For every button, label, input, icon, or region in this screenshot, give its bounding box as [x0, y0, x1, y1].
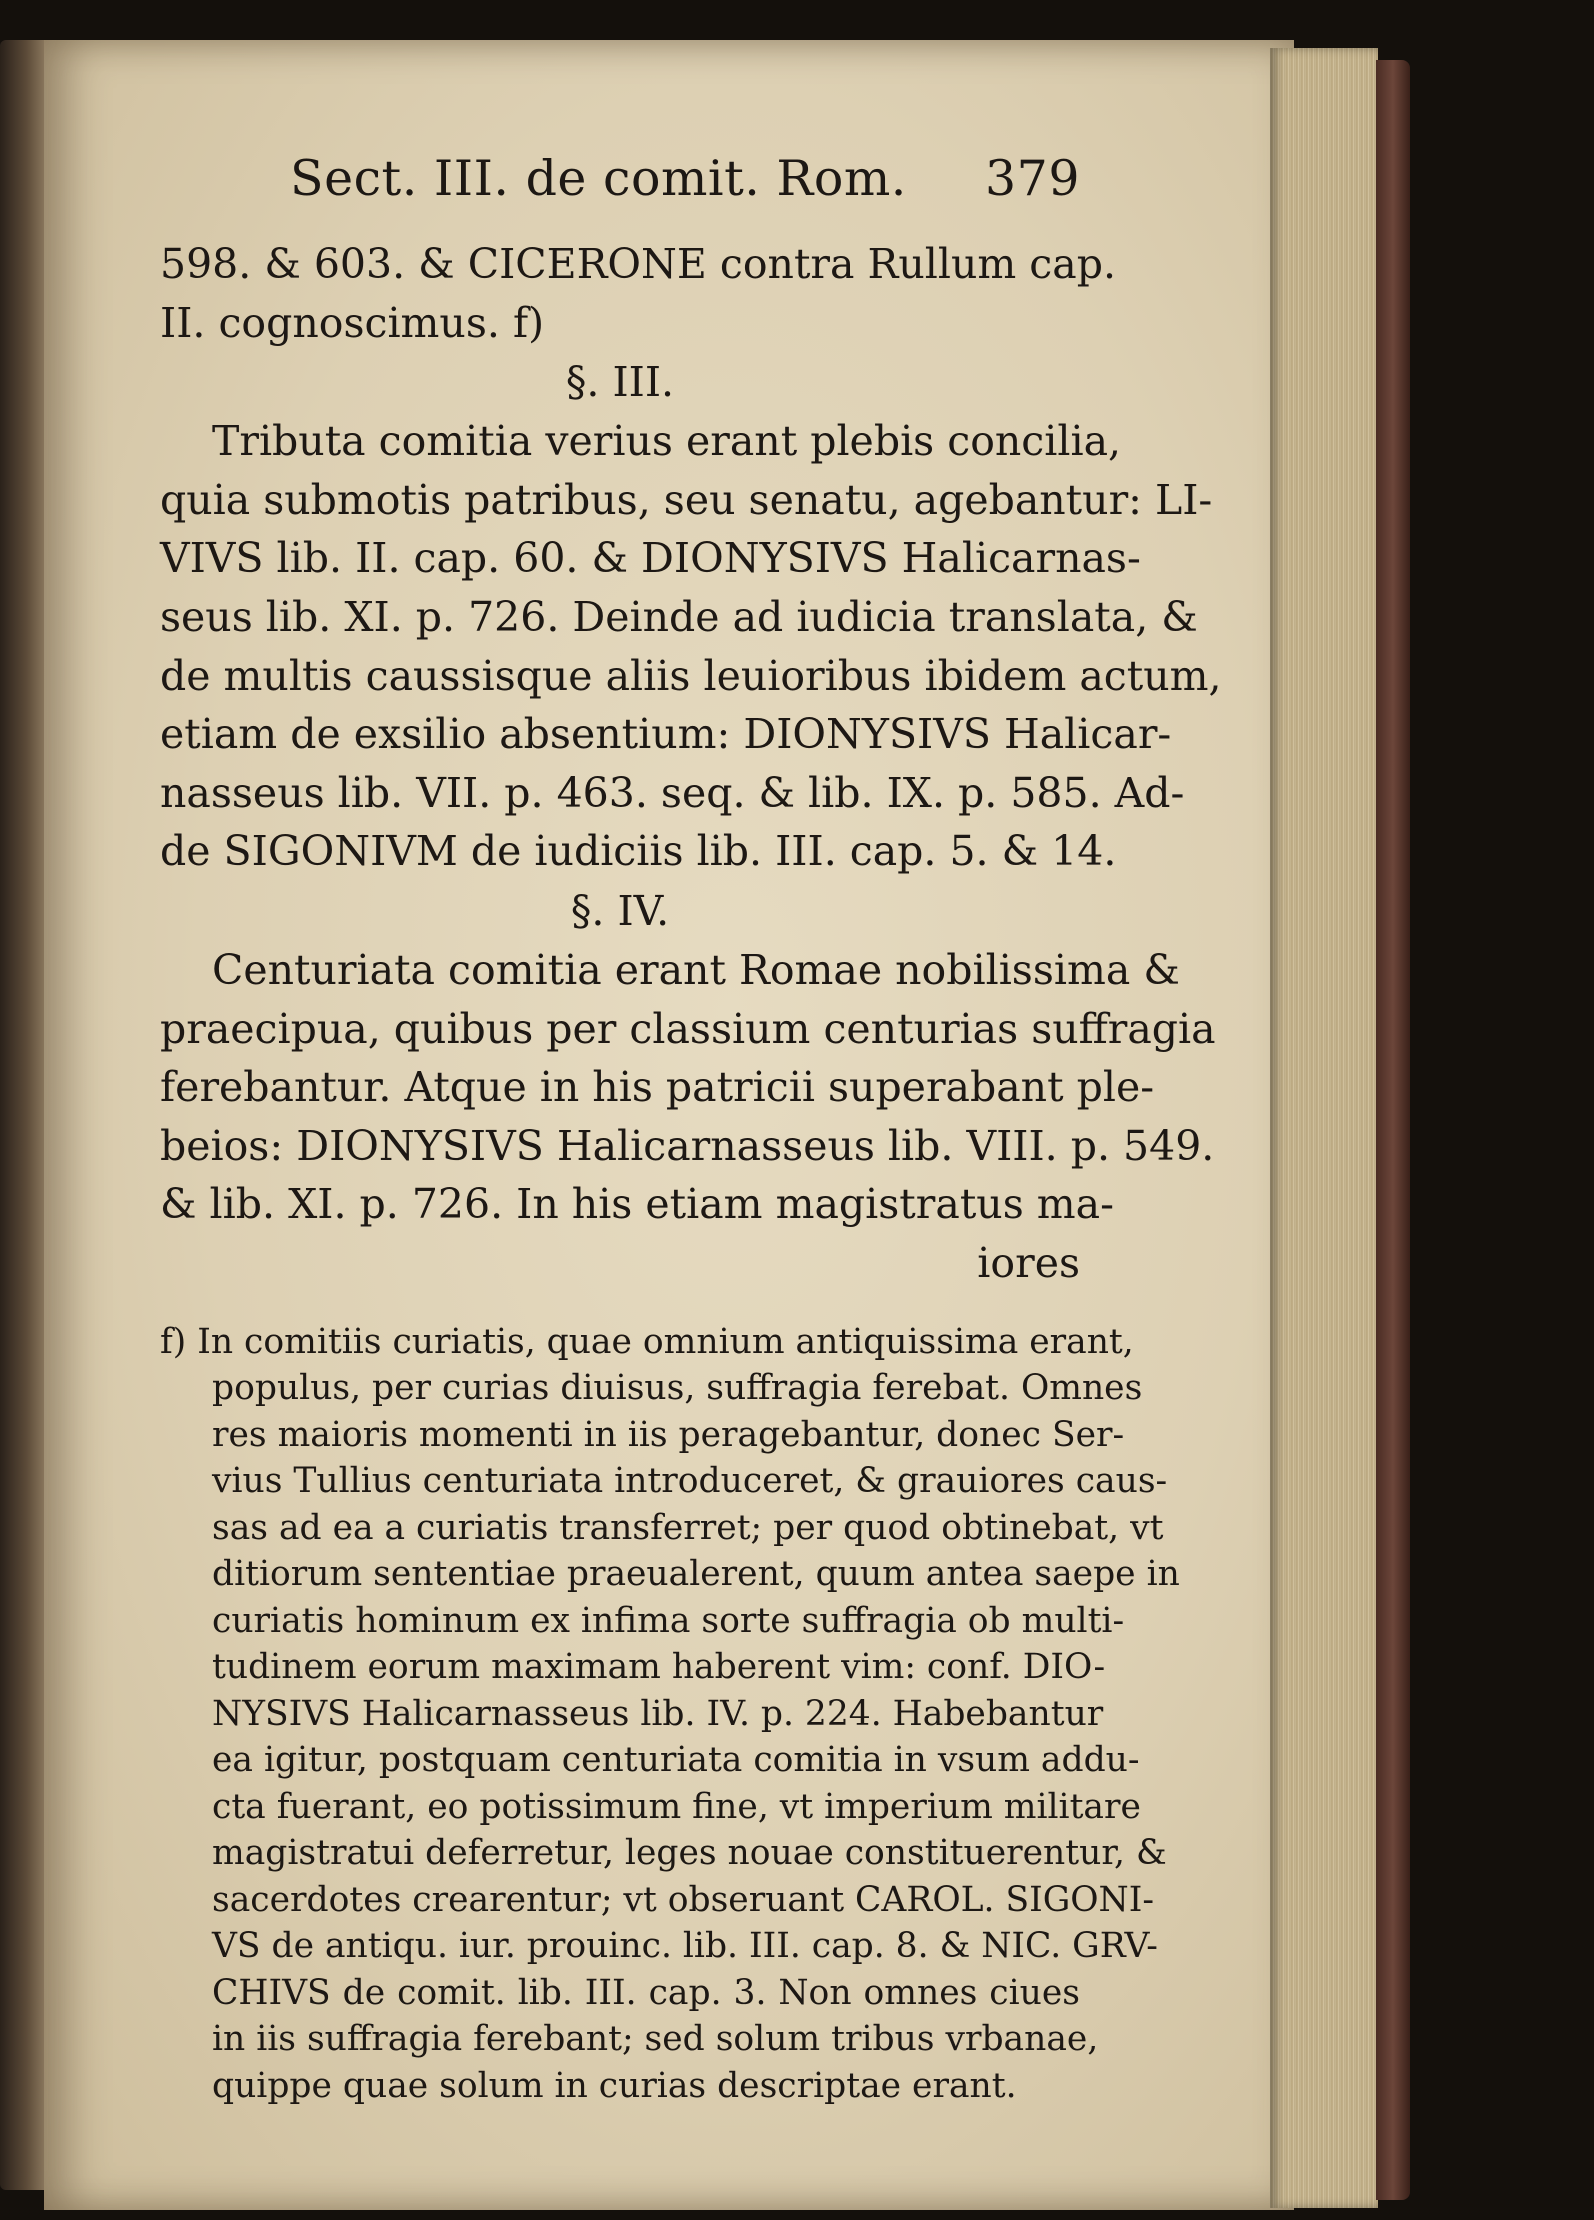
text-line: Tributa comitia verius erant plebis concilia, — [212, 417, 1122, 466]
running-head-title: Sect. III. de comit. Rom. — [290, 150, 907, 207]
footnote-line: VS de antiqu. iur. prouinc. lib. III. cap. 8. & NIC. GRV- — [212, 1926, 1158, 1966]
text-line: quia submotis patribus, seu senatu, agebantur: LI- — [160, 475, 1213, 524]
text-line: etiam de exsilio absentium: DIONYSIVS Halicar- — [160, 710, 1172, 759]
running-head — [290, 150, 1080, 207]
text-line: 598. & 603. & CICERONE contra Rullum cap. — [160, 240, 1116, 288]
footnote-line: sacerdotes crearentur; vt obseruant CAROL. SIGONI- — [212, 1879, 1155, 1920]
footnote-line: in iis suffragia ferebant; sed solum tribus vrbanae, — [212, 2019, 1099, 2059]
section-heading: §. III. — [565, 358, 675, 407]
text-line: de SIGONIVM de iudiciis lib. III. cap. 5. & 14. — [160, 827, 1117, 876]
footnote-line: populus, per curias diuisus, suffragia ferebat. Omnes — [212, 1368, 1143, 1408]
footnote-line: quippe quae solum in curias descriptae erant. — [212, 2065, 1017, 2106]
footnote-block — [160, 1319, 1180, 2110]
footnote-line: magistratui deferretur, leges nouae constituerentur, & — [212, 1833, 1167, 1873]
main-text — [160, 235, 1222, 1293]
text-line: Centuriata comitia erant Romae nobilissima & — [212, 945, 1180, 994]
book-cover-edge — [1376, 60, 1410, 2200]
footnote-line: vius Tullius centuriata introduceret, & grauiores caus- — [212, 1461, 1168, 1501]
footnote-line: res maioris momenti in iis peragebantur, donec Ser- — [212, 1414, 1125, 1455]
footnote-line: tudinem eorum maximam haberent vim: conf. DIO- — [212, 1647, 1106, 1687]
footnote-line: f) In comitiis curiatis, quae omnium antiquissima erant, — [160, 1321, 1134, 1362]
text-line: VIVS lib. II. cap. 60. & DIONYSIVS Halicarnas- — [160, 534, 1141, 583]
text-line: beios: DIONYSIVS Halicarnasseus lib. VIII. p. 549. — [160, 1121, 1215, 1170]
footnote-line: curiatis hominum ex infima sorte suffragia ob multi- — [212, 1600, 1125, 1641]
text-line: nasseus lib. VII. p. 463. seq. & lib. IX. p. 585. Ad- — [160, 768, 1185, 817]
text-line: & lib. XI. p. 726. In his etiam magistratus ma- — [160, 1180, 1114, 1229]
page-text-block — [160, 150, 1222, 2109]
page-number: 379 — [984, 150, 1080, 207]
text-line: iores — [977, 1238, 1080, 1287]
text-line: II. cognoscimus. f) — [160, 298, 545, 347]
footnote-line: NYSIVS Halicarnasseus lib. IV. p. 224. Habebantur — [212, 1693, 1104, 1734]
text-line: de multis caussisque aliis leuioribus ibidem actum, — [160, 651, 1222, 700]
book-fore-edge — [1270, 48, 1378, 2208]
text-line: seus lib. XI. p. 726. Deinde ad iudicia translata, & — [160, 592, 1198, 641]
footnote-line: ditiorum sententiae praeualerent, quum antea saepe in — [212, 1554, 1180, 1594]
text-line: praecipua, quibus per classium centurias suffragia — [160, 1004, 1216, 1053]
footnote-line: CHIVS de comit. lib. III. cap. 3. Non omnes ciues — [212, 1972, 1080, 2013]
section-heading: §. IV. — [570, 886, 670, 935]
text-line: ferebantur. Atque in his patricii superabant ple- — [160, 1063, 1155, 1112]
footnote-line: sas ad ea a curiatis transferret; per quod obtinebat, vt — [212, 1507, 1164, 1548]
footnote-line: cta fuerant, eo potissimum fine, vt imperium militare — [212, 1786, 1141, 1827]
footnote-line: ea igitur, postquam centuriata comitia in vsum addu- — [212, 1740, 1140, 1780]
